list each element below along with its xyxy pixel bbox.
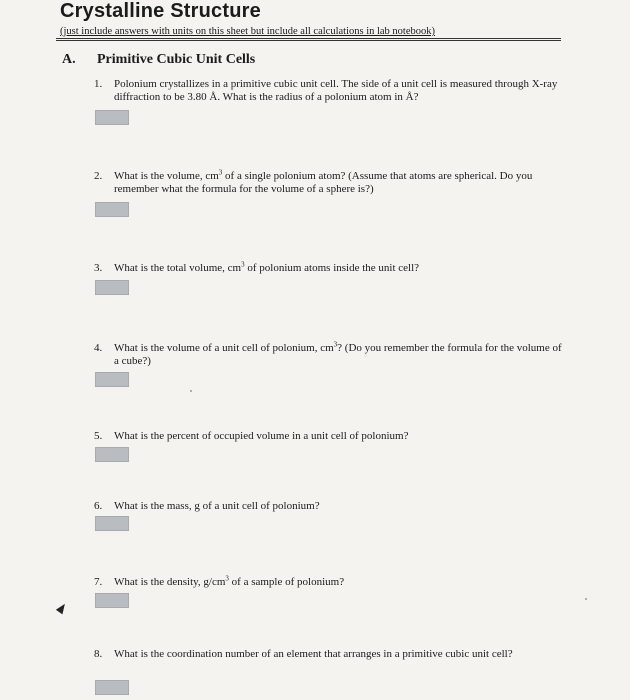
answer-box-8[interactable] [95,680,129,695]
question-text: Polonium crystallizes in a primitive cubic unit cell. The side of a unit cell is measured through X-ray diffraction to be 3.80 Å. What is the radius of a polonium atom in Å? [114,78,558,103]
answer-box-5[interactable] [95,447,129,462]
answer-box-4[interactable] [95,372,129,387]
question-3 [94,262,564,275]
page-subtitle: (just include answers with units on this sheet but include all calculations in lab notebook) [60,26,436,37]
question-6 [94,500,564,513]
question-number: 4. [94,342,103,354]
question-8 [94,648,564,661]
question-number: 7. [94,576,103,588]
question-number: 3. [94,262,103,274]
question-number: 8. [94,648,103,660]
question-text: What is the total volume, $cm^3$ of polonium atoms inside the unit cell? [114,260,420,274]
answer-box-2[interactable] [95,202,129,217]
question-text: What is the coordination number of an element that arranges in a primitive cubic unit cell? [114,648,513,660]
question-text: What is the mass, g of a unit cell of polonium? [114,500,320,512]
section-letter: A. [62,52,76,67]
question-2 [94,170,564,196]
speck [190,390,192,392]
speck [585,598,587,600]
question-1 [94,78,564,104]
question-text: What is the density, $g/cm^3$ of a sample of polonium? [114,574,345,588]
question-7 [94,576,564,589]
divider [56,38,561,39]
question-number: 6. [94,500,103,512]
question-5 [94,430,564,443]
question-number: 1. [94,78,103,90]
question-4 [94,342,564,368]
question-number: 2. [94,170,103,182]
question-text: What is the percent of occupied volume in a unit cell of polonium? [114,430,409,442]
section-title: Primitive Cubic Unit Cells [97,52,256,67]
divider [56,40,561,41]
question-text: What is the volume, $cm^3$ of a single polonium atom? (Assume that atoms are spherical. Do you remember what the formula for the volume of a sphere is?) [114,168,533,195]
mouse-pointer-icon [56,602,68,615]
answer-box-7[interactable] [95,593,129,608]
question-number: 5. [94,430,103,442]
page-title: Crystalline Structure [60,0,261,22]
answer-box-3[interactable] [95,280,129,295]
question-text: What is the volume of a unit cell of polonium, $cm^3$? (Do you remember the formula for the volume of a cube?) [114,340,562,367]
answer-box-6[interactable] [95,516,129,531]
answer-box-1[interactable] [95,110,129,125]
